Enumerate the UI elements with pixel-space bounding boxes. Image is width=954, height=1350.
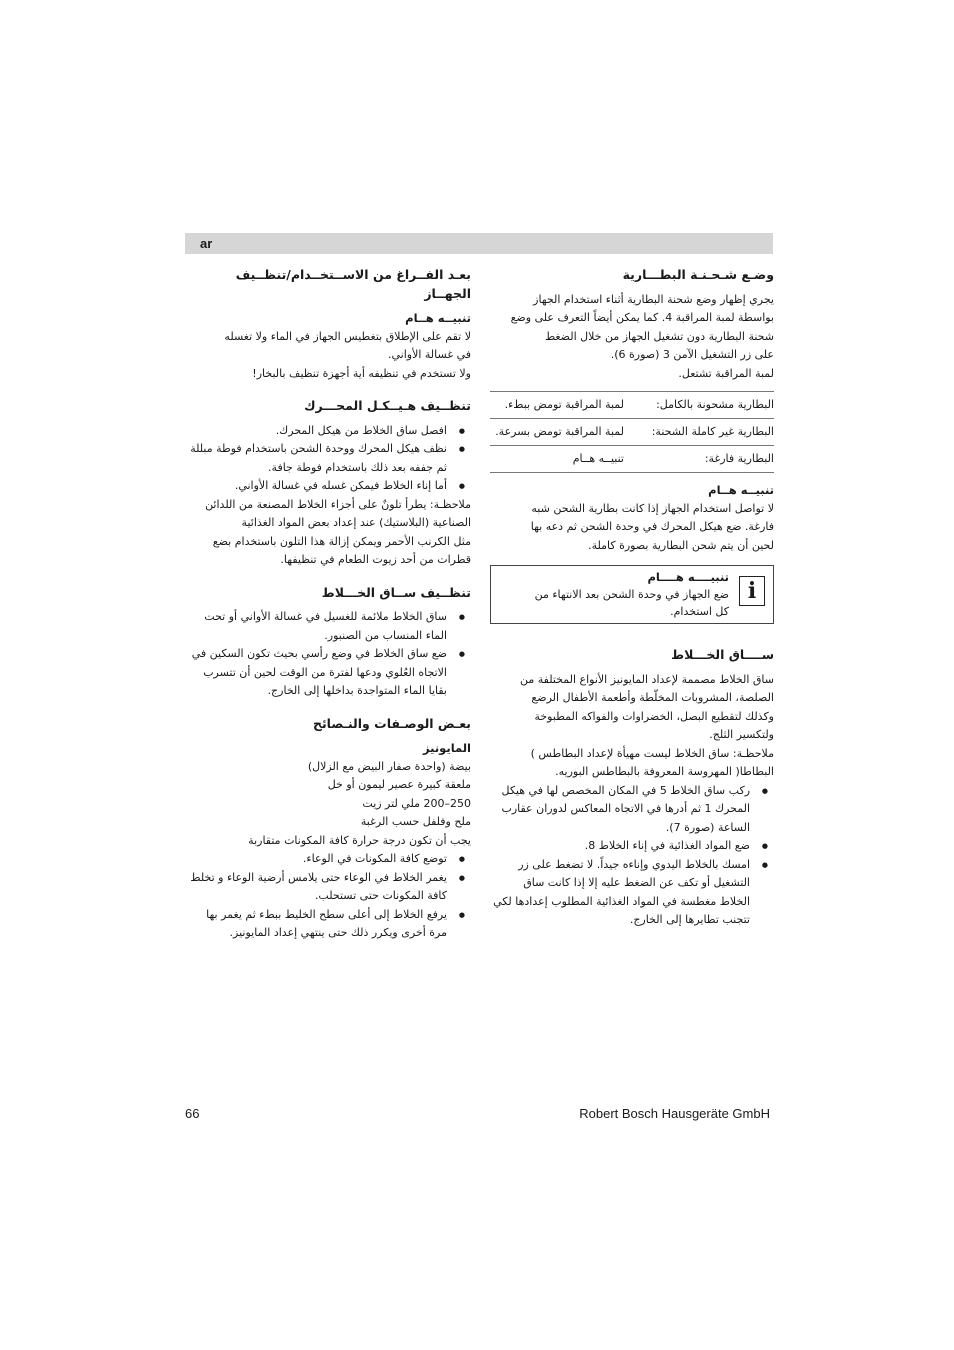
blender-line: الصلصة، المشروبات المخلّطة وأطعمة الأطفال الرضع xyxy=(531,691,774,704)
warning-line: ولا تستخدم في تنظيفه أية أجهزة تنظيف بالبخار! xyxy=(252,366,471,380)
blender-line: وكذلك لتقطيع البصل، الخضراوات والفواكه المطبوخة xyxy=(534,709,774,723)
warning-heading: تنبيــه هــام xyxy=(405,311,471,325)
note-line: ملاحظـة: يطرأ تلونٌ على أجزاء الخلاط المصنعة من اللدائن xyxy=(205,497,471,511)
list-item: ● يغمر الخلاط في الوعاء حتى يلامس أرضية الوعاء و تخلط كافة المكونات حتى تستحلب. xyxy=(185,869,471,906)
info-box-heading: تنبيــــه هــــام xyxy=(647,570,729,584)
note-line: مثل الكرنب الأحمر ويمكن إزالة هذا التلون باستخدام بضع xyxy=(212,534,471,548)
list-item: ● ساق الخلاط ملائمة للغسيل في غسالة الأواني أو تحت الماء المنساب من الصنبور. xyxy=(185,608,471,645)
warning-line: لحين أن يتم شحن البطارية بصورة كاملة. xyxy=(588,538,774,552)
indicator-state: لمبة المراقبة تومض ببطء. xyxy=(504,397,624,411)
list-item: ● يرفع الخلاط إلى أعلى سطح الخليط ببطء ثم يغمر بها مرة أخرى ويكرر ذلك حتى ينتهي إعداد المايونيز. xyxy=(185,906,471,943)
info-icon: i xyxy=(739,576,765,606)
note-line: البطاطا( المهروسة المعروفة بالبطاطس البوريه. xyxy=(555,765,774,778)
warning-heading: تنبيــه هــام xyxy=(708,483,774,497)
list-item: ● افصل ساق الخلاط من هيكل المحرك. xyxy=(185,422,471,441)
language-code: ar xyxy=(200,236,213,251)
motor-cleaning-heading: تنظــيف هـيــكـل المحـــرك xyxy=(304,398,471,413)
warning-line: فارغة. ضع هيكل المحرك في وحدة الشحن ثم دعه بها xyxy=(530,520,774,533)
info-box-line: كل استخدام. xyxy=(670,605,729,618)
indicator-state: لمبة المراقبة تومض بسرعة. xyxy=(495,424,624,438)
recipes-heading: بعـض الوصـفات والنـصائح xyxy=(312,715,471,731)
warning-line: في غسالة الأواني. xyxy=(387,348,471,361)
battery-heading: وضـع شـحـنـة البطـــارية xyxy=(622,267,774,282)
indicator-state: تنبيــه هــام xyxy=(572,451,624,465)
ingredient-line: 250–200 ملي لتر زيت xyxy=(362,796,471,810)
list-item: ● نظف هيكل المحرك ووحدة الشحن باستخدام فوطة مبللة ثم جففه بعد ذلك باستخدام فوطة جافة. xyxy=(185,440,471,477)
ingredient-line: بيضة (واحدة صفار البيض مع الزلال) xyxy=(307,759,471,773)
list-item: ● امسك بالخلاط اليدوي وإناءه جيداً. لا تضغط على زر التشغيل أو تكف عن الضغط عليه إلا إذا كانت ساق الخلاط مغطسة في المواد الغذائية المطلوب إعدادها لكي تتجنب تطايرها إلى الخارج. xyxy=(490,856,774,930)
warning-line: لا تواصل استخدام الجهاز إذا كانت بطارية الشحن شبه xyxy=(531,501,774,515)
battery-line: بواسطة لمبة المراقبة 4. كما يمكن أيضاً التعرف على وضع xyxy=(510,311,774,324)
battery-status-table xyxy=(490,391,774,473)
battery-state: البطارية غير كاملة الشحنة: xyxy=(651,424,774,438)
info-box xyxy=(490,565,774,624)
language-bar xyxy=(185,233,773,254)
ingredient-line: ملعقة كبيرة عصير ليمون أو خل xyxy=(327,778,471,791)
note-line: قطرات من أحد زيوت الطعام في تنظيفها. xyxy=(280,553,471,566)
list-item: ● ضع ساق الخلاط في وضع رأسي بحيث تكون السكين في الاتجاه العُلوي ودعها لفترة من الوقت لحين أن تتسرب بقايا الماء المتواجدة بداخلها إلى الخارج. xyxy=(185,645,471,701)
list-item: ● ركب ساق الخلاط 5 في المكان المخصص لها في هيكل المحرك 1 ثم أدرها في الاتجاه المعاكس لدوران عقارب الساعة (صورة 7). xyxy=(490,782,774,838)
mayonnaise-steps xyxy=(185,850,471,943)
battery-line: على زر التشغيل الآمن 3 (صورة 6). xyxy=(610,348,774,361)
list-item: ● أما إناء الخلاط فيمكن غسله في غسالة الأواني. xyxy=(185,477,471,496)
note-line: ملاحظـة: ساق الخلاط ليست مهيأة لإعداد البطاطس ) xyxy=(530,746,774,760)
blender-cleaning-heading: تنظــيف ســاق الخـــلاط xyxy=(321,584,471,600)
ingredient-line: يجب أن تكون درجة حرارة كافة المكونات متقاربة xyxy=(248,833,471,847)
battery-line: يجري إظهار وضع شحنة البطارية أثناء استخدام الجهاز xyxy=(533,292,774,306)
list-item: ● توضع كافة المكونات في الوعاء. xyxy=(185,850,471,869)
cleaning-heading: بعـد الفــراغ من الاســتخــدام/تنظــيف الجهــاز xyxy=(235,267,471,301)
blender-heading: ســــاق الخـــلاط xyxy=(671,647,774,662)
blender-line: ساق الخلاط مصممة لإعداد المايونيز الأنواع المختلفة من xyxy=(520,672,774,686)
list-item: ● ضع المواد الغذائية في إناء الخلاط 8. xyxy=(490,837,774,856)
table-row xyxy=(490,419,774,446)
note-line: الصناعية (البلاستيك) عند إعداد بعض المواد الغذائية xyxy=(241,516,471,529)
blender-cleaning-list xyxy=(185,608,471,701)
table-row xyxy=(490,446,774,473)
info-box-line: ضع الجهاز في وحدة الشحن بعد الانتهاء من xyxy=(534,588,729,601)
ingredient-line: ملح وفلفل حسب الرغبة xyxy=(360,815,471,828)
blender-line: ولتكسير الثلج. xyxy=(709,728,774,741)
battery-line: لمبة المراقبة تشتعل. xyxy=(678,366,774,380)
battery-line: شحنة البطارية دون تشغيل الجهاز من خلال الضغط xyxy=(544,329,774,343)
right-column xyxy=(490,266,774,930)
blender-steps xyxy=(490,782,774,930)
motor-cleaning-list xyxy=(185,422,471,496)
battery-state: البطارية فارغة: xyxy=(704,451,774,465)
page-number: 66 xyxy=(185,1106,200,1121)
table-row xyxy=(490,391,774,419)
left-column xyxy=(185,266,471,943)
battery-state: البطارية مشحونة بالكامل: xyxy=(656,397,774,411)
company-name: Robert Bosch Hausgeräte GmbH xyxy=(579,1106,770,1121)
warning-line: لا تقم على الإطلاق بتغطيس الجهاز في الماء ولا تغسله xyxy=(224,329,471,343)
mayonnaise-heading: المايونيز xyxy=(423,741,471,755)
